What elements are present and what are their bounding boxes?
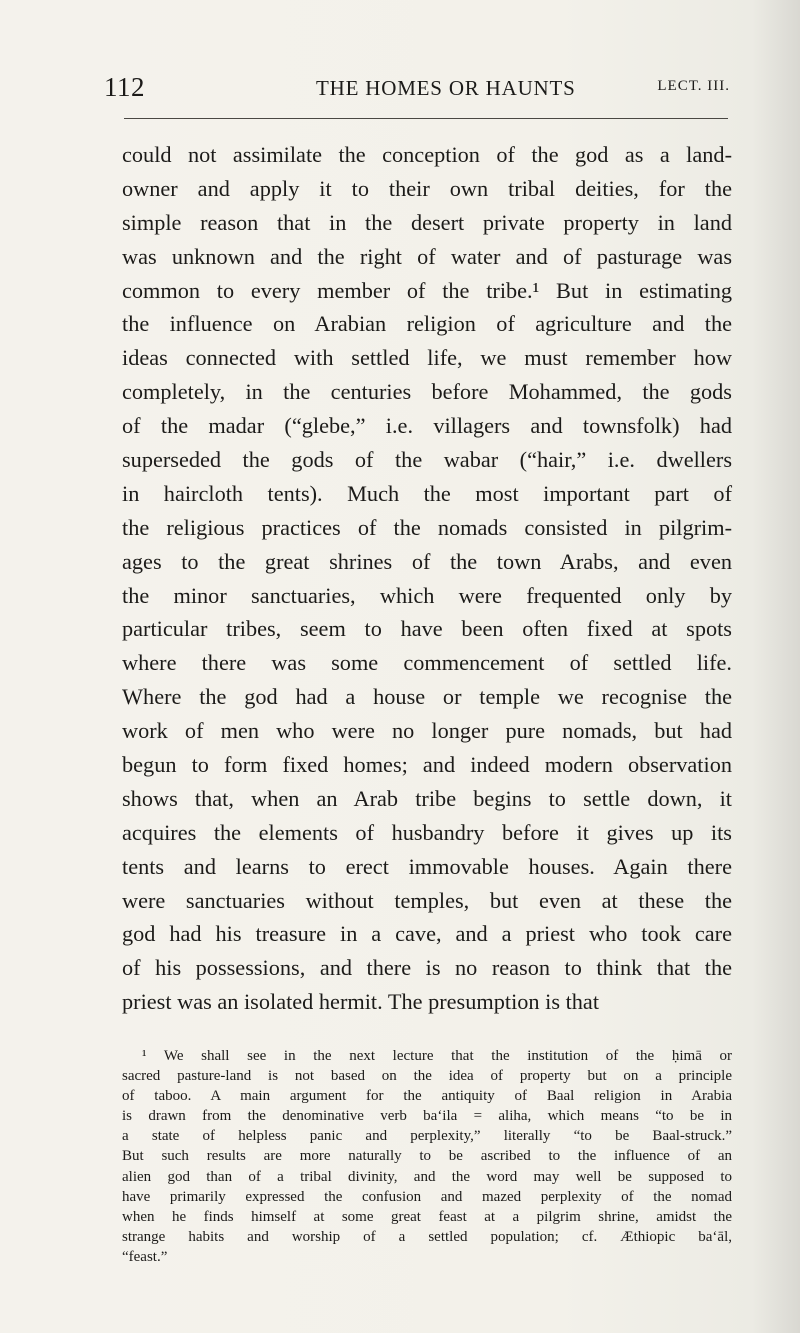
text-line: ideas connected with settled life, we must remember how [122, 345, 732, 371]
text-line: common to every member of the tribe.¹ But in estimating [122, 277, 732, 303]
text-line: god had his treasure in a cave, and a priest who took care [122, 921, 732, 947]
text-line: shows that, when an Arab tribe begins to settle down, it [122, 785, 732, 811]
text-line: superseded the gods of the wabar (“hair,” i.e. dwellers [122, 447, 732, 473]
text-line: was unknown and the right of water and of pasturage was [122, 243, 732, 269]
text-line: the minor sanctuaries, which were frequented only by [122, 582, 732, 608]
text-line: simple reason that in the desert private property in land [122, 209, 732, 235]
lecture-mark: LECT. III. [657, 78, 730, 94]
footnote-line: “feast.” [122, 1248, 168, 1265]
text-line: work of men who were no longer pure nomads, but had [122, 718, 732, 744]
text-line: completely, in the centuries before Mohammed, the gods [122, 379, 732, 405]
text-line: were sanctuaries without temples, but even at these the [122, 887, 732, 913]
text-line: the religious practices of the nomads consisted in pilgrim- [122, 514, 732, 540]
text-line: of the madar (“glebe,” i.e. villagers and townsfolk) had [122, 413, 732, 439]
footnote-line: have primarily expressed the confusion and mazed perplexity of the nomad [122, 1188, 732, 1205]
text-line: begun to form fixed homes; and indeed modern observation [122, 752, 732, 778]
text-line: owner and apply it to their own tribal deities, for the [122, 175, 732, 201]
header-rule [124, 118, 728, 119]
footnote-line: alien god than of a tribal divinity, and the word may well be supposed to [122, 1168, 732, 1185]
text-line: of his possessions, and there is no reason to think that the [122, 955, 732, 981]
text-line: ages to the great shrines of the town Arabs, and even [122, 548, 732, 574]
footnote-line: of taboo. A main argument for the antiquity of Baal religion in Arabia [122, 1088, 732, 1105]
footnote-line: is drawn from the denominative verb ba‘ila = aliha, which means “to be in [122, 1108, 732, 1125]
text-line: the influence on Arabian religion of agriculture and the [122, 311, 732, 337]
text-line: in haircloth tents). Much the most important part of [122, 480, 732, 506]
text-line: particular tribes, seem to have been often fixed at spots [122, 616, 732, 642]
page-header [104, 70, 730, 110]
footnote-line: a state of helpless panic and perplexity,” literally “to be Baal-struck.” [122, 1128, 732, 1145]
running-title: THE HOMES OR HAUNTS [316, 76, 576, 100]
footnote-line: strange habits and worship of a settled population; cf. Æthiopic ba‘āl, [122, 1228, 732, 1245]
footnote-line: sacred pasture-land is not based on the idea of property but on a principle [122, 1068, 732, 1085]
text-line: acquires the elements of husbandry before it gives up its [122, 819, 732, 845]
footnote-line: But such results are more naturally to be ascribed to the influence of an [122, 1148, 732, 1165]
text-line: where there was some commencement of settled life. [122, 650, 732, 676]
footnote-line: when he finds himself at some great feast at a pilgrim shrine, amidst the [122, 1208, 732, 1225]
page-number: 112 [104, 72, 145, 102]
text-line: Where the god had a house or temple we recognise the [122, 684, 732, 710]
footnote-line: ¹ We shall see in the next lecture that the institution of the ḥimā or [142, 1048, 732, 1064]
text-line: priest was an isolated hermit. The presumption is that [122, 989, 600, 1015]
text-line: could not assimilate the conception of the god as a land- [122, 142, 732, 167]
main-text [122, 138, 732, 1019]
footnote [122, 1046, 732, 1267]
text-line: tents and learns to erect immovable houses. Again there [122, 853, 732, 879]
